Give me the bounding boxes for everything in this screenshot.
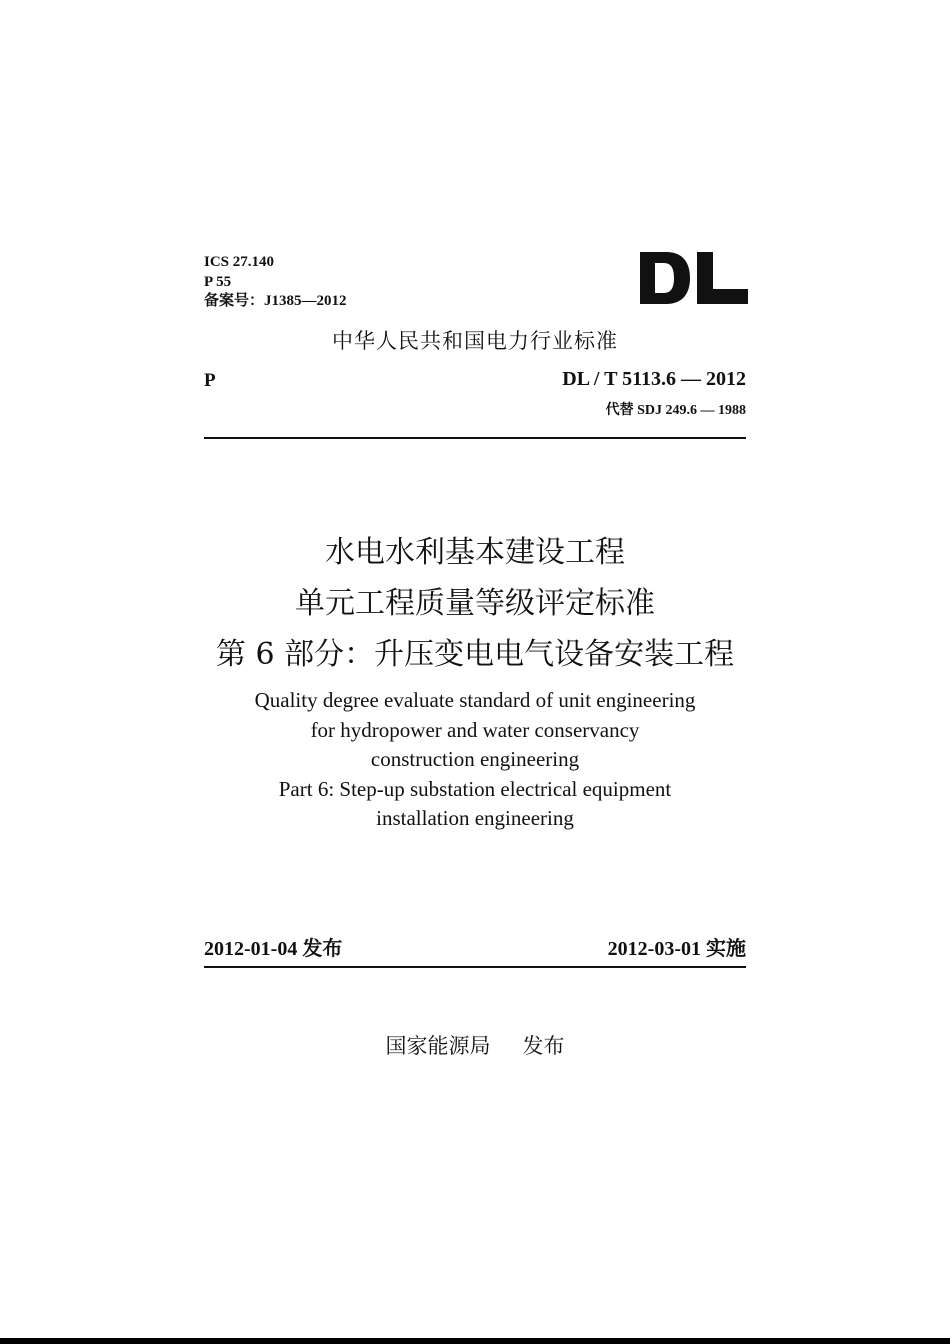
publisher-action: 发布 — [522, 1034, 565, 1058]
title-en-line: installation engineering — [376, 806, 574, 830]
dl-logo-l — [697, 252, 748, 304]
record-number: 备案号：J1385—2012 — [204, 293, 347, 309]
ics-code: ICS 27.140 — [204, 254, 275, 270]
dl-logo — [640, 252, 748, 304]
metadata-block — [204, 253, 347, 312]
page-bottom-edge — [0, 1338, 950, 1344]
standard-number: DL / T 5113.6 — 2012 — [562, 368, 746, 390]
category-code: P — [204, 370, 216, 391]
publisher — [0, 1030, 950, 1060]
title-cn-line: 水电水利基本建设工程 — [325, 535, 625, 570]
classification-code: P 55 — [204, 273, 232, 290]
replaces-standard: 代替 SDJ 249.6 — 1988 — [605, 403, 746, 418]
dl-logo-d — [640, 252, 690, 304]
issue-date: 2012-01-04 发布 — [204, 938, 343, 960]
title-english — [0, 686, 950, 834]
header-divider — [204, 437, 746, 439]
title-cn-line: 第 6 部分：升压变电电气设备安装工程 — [215, 637, 735, 672]
title-en-line: for hydropower and water conservancy — [310, 717, 640, 742]
title-en-line: Quality degree evaluate standard of unit engineering — [254, 688, 696, 712]
issuing-organization: 中华人民共和国电力行业标准 — [332, 329, 618, 353]
title-en-line: Part 6: Step-up substation electrical equipment — [278, 776, 672, 801]
implementation-date: 2012-03-01 实施 — [607, 938, 746, 960]
title-chinese — [0, 527, 950, 680]
title-en-line: construction engineering — [370, 747, 580, 771]
publisher-name: 国家能源局 — [385, 1034, 491, 1058]
title-cn-line: 单元工程质量等级评定标准 — [295, 586, 655, 621]
footer-divider — [204, 966, 746, 968]
